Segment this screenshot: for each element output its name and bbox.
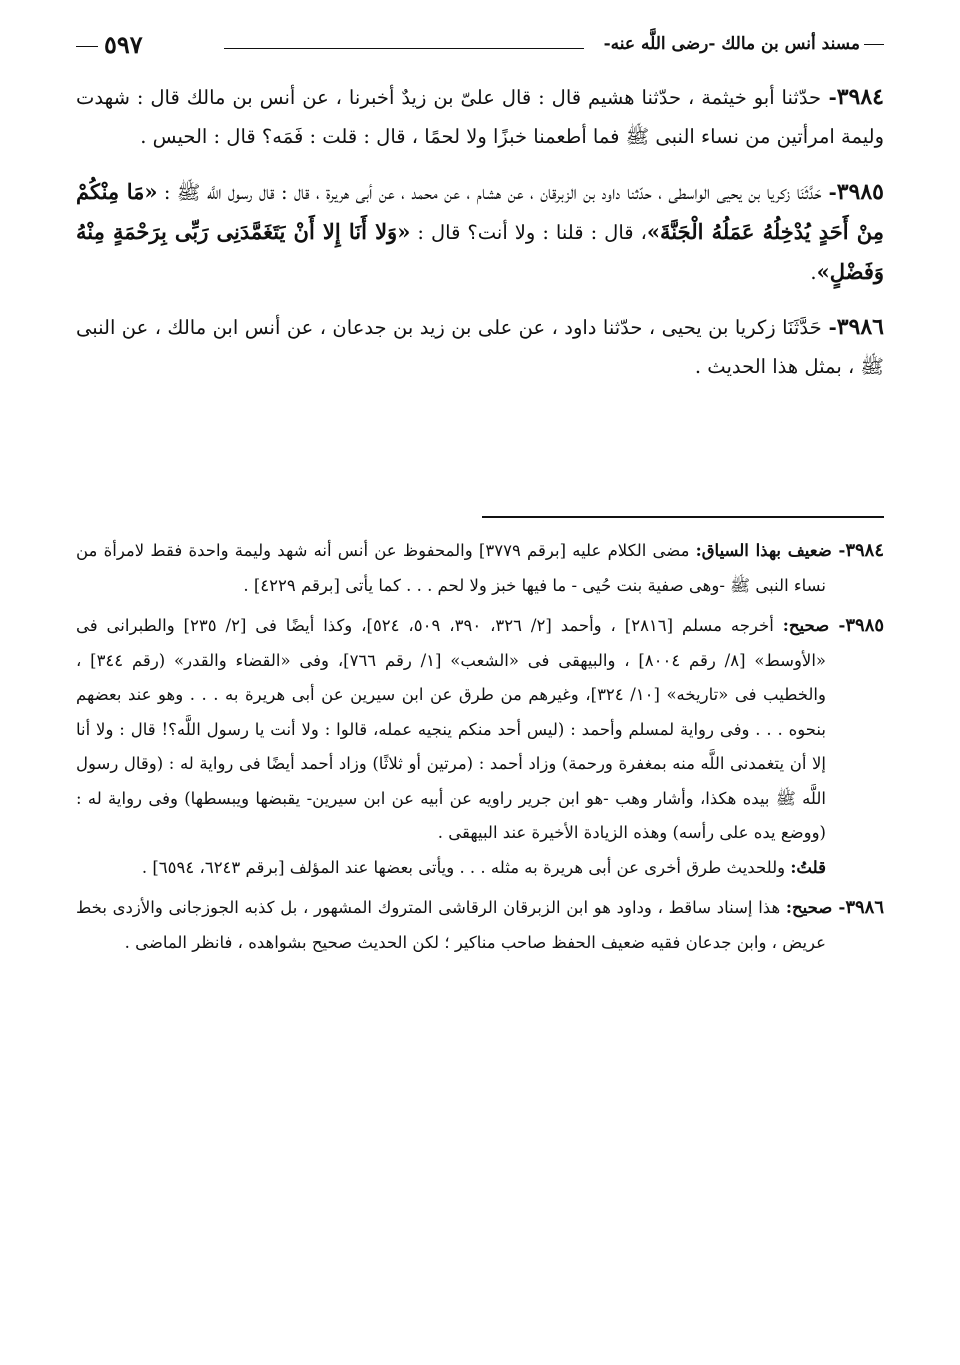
- hadith-text-end: .: [810, 261, 817, 284]
- footnote-text: هذا إسناد ساقط ، وداود هو ابن الزبرقان الرقاشى المتروك المشهور ، بل كذبه الجوزجانى والأزدى بخط عريض ، وابن جدعان فقيه ضعيف الحفظ صاحب مناكير ؛ لكن الحديث صحيح بشواهده ، فانظر الماضى .: [76, 898, 826, 952]
- main-text: [76, 78, 884, 386]
- hadith-3985: [76, 172, 884, 292]
- footnote-divider: [482, 516, 884, 518]
- footnote-number: ٣٩٨٤: [845, 540, 884, 561]
- hadith-number: ٣٩٨٤: [836, 84, 884, 110]
- hadith-text: حَدَّثَنَا زكريا بن يحيى الواسطى ، حدّثنا داود بن الزبرقان ، عن هشام ، عن محمد ، عن أبى هريرة ، قال : قال رسول اللَّه ﷺ :: [163, 181, 822, 204]
- footnote-3985: [76, 609, 884, 885]
- hadith-text-mid: ، قال : قلنا : ولا أنت؟ قال :: [417, 221, 647, 244]
- footnote-number: ٣٩٨٥: [845, 615, 885, 636]
- grade-label: صحيح:: [785, 898, 833, 917]
- footnote-text: مضى الكلام عليه [برقم ٣٧٧٩] والمحفوظ عن أنس أنه شهد وليمة واحدة فقط لامرأة من نساء النبى ﷺ -وهى صفية بنت حُيى - ما فيها خبز ولا لحم . . . كما يأتى [برقم ٤٢٢٩] .: [76, 541, 826, 595]
- footnote-3986: [76, 891, 884, 960]
- footnote-dash: -: [831, 541, 846, 560]
- hadith-dash: -: [821, 181, 837, 204]
- hadith-3986: [76, 308, 884, 386]
- hadith-dash: -: [821, 316, 837, 339]
- hadith-text: حدّثنا أبو خيثمة ، حدّثنا هشيم قال : قال علىّ بن زيدٌ أخبرنا ، عن أنس بن مالك قال : شهدت وليمة امرأتين من نساء النبى ﷺ فما أطعمنا خبزًا ولا لحمًا ، قال : قلت : فَمَه؟ قال : الحيس .: [76, 86, 884, 148]
- prophetic-quote: «مَا مِنْكُمْ مِنْ أَحَدٍ يُدْخِلُهُ عَمَلُهُ الْجَنَّةَ»: [76, 179, 884, 244]
- header-title: [604, 34, 884, 54]
- hadith-number: ٣٩٨٦: [836, 314, 884, 340]
- header-lead-dash: [864, 44, 884, 45]
- footnote-number: ٣٩٨٦: [845, 897, 885, 918]
- grade-label: ضعيف بهذا السياق:: [695, 541, 832, 560]
- hadith-text: حَدَّثَنَا زكريا بن يحيى ، حدّثنا داود ، عن على بن زيد بن جدعان ، عن أنس ابن مالك ، عن النبى ﷺ ، بمثل هذا الحديث .: [76, 316, 884, 378]
- page-number-lead-dash: [76, 46, 98, 47]
- grade-label: صحيح:: [782, 616, 830, 635]
- footnote-dash: -: [832, 898, 846, 917]
- footnotes: [76, 534, 884, 966]
- footnote-3984: [76, 534, 884, 603]
- header-title-text: مسند أنس بن مالك -رضى اللَّه عنه-: [603, 34, 860, 54]
- qult-text: وللحديث طرق أخرى عن أبى هريرة به مثله . . . ويأتى بعضها عند المؤلف [برقم ٦٢٤٣، ٦٥٩٤] .: [141, 857, 786, 877]
- qult-label: قلتُ:: [790, 857, 826, 877]
- hadith-3984: [76, 78, 884, 156]
- running-header: [76, 32, 884, 62]
- footnote-dash: -: [829, 616, 846, 635]
- prophetic-quote: «وَلا أَنَا إِلا أَنْ يَتَغَمَّدَنِى رَبِّى بِرَحْمَةٍ مِنْهُ وَفَضْلٍ»: [76, 219, 884, 284]
- hadith-dash: -: [821, 86, 837, 109]
- hadith-number: ٣٩٨٥: [836, 179, 884, 205]
- page-number-text: ٥٩٧: [104, 30, 143, 59]
- footnote-text: أخرجه مسلم [٢٨١٦] ، وأحمد [٢/ ٣٢٦، ٣٩٠، ٥٠٩، ٥٢٤]، وكذا أيضًا فى [٢/ ٢٣٥] والطبرانى فى «الأوسط» [٨/ رقم ٨٠٠٤] ، والبيهقى فى «الشعب» [١/ رقم ٧٦٦]، وفى «القضاء والقدر» (رقم ٣٤٤] ، والخطيب فى «تاريخه» [١٠/ ٣٢٤]، وغيرهم من طرق عن ابن سيرين عن أبى هريرة به . . . وهو عند بعضهم بنحوه . . . وفى رواية لمسلم وأحمد : (ليس أحد منكم ينجيه عمله، قالوا : ولا أنت يا رسول اللَّه؟! قال : ولا أنا إلا أن يتغمدنى اللَّه منه بمغفرة ورحمة) وزاد أحمد : (مرتين أو ثلاثًا) وزاد أحمد أيضًا فى رواية له : (وقال رسول اللَّه ﷺ بيده هكذا، وأشار وهب -هو ابن جرير راويه عن أبيه عن ابن سيرين- يقبضها ويبسطها) وفى رواية له : (ووضع يده على رأسه) وهذه الزيادة الأخيرة عند البيهقى .: [76, 616, 826, 842]
- page-number: [76, 30, 143, 59]
- header-rule: [224, 48, 584, 49]
